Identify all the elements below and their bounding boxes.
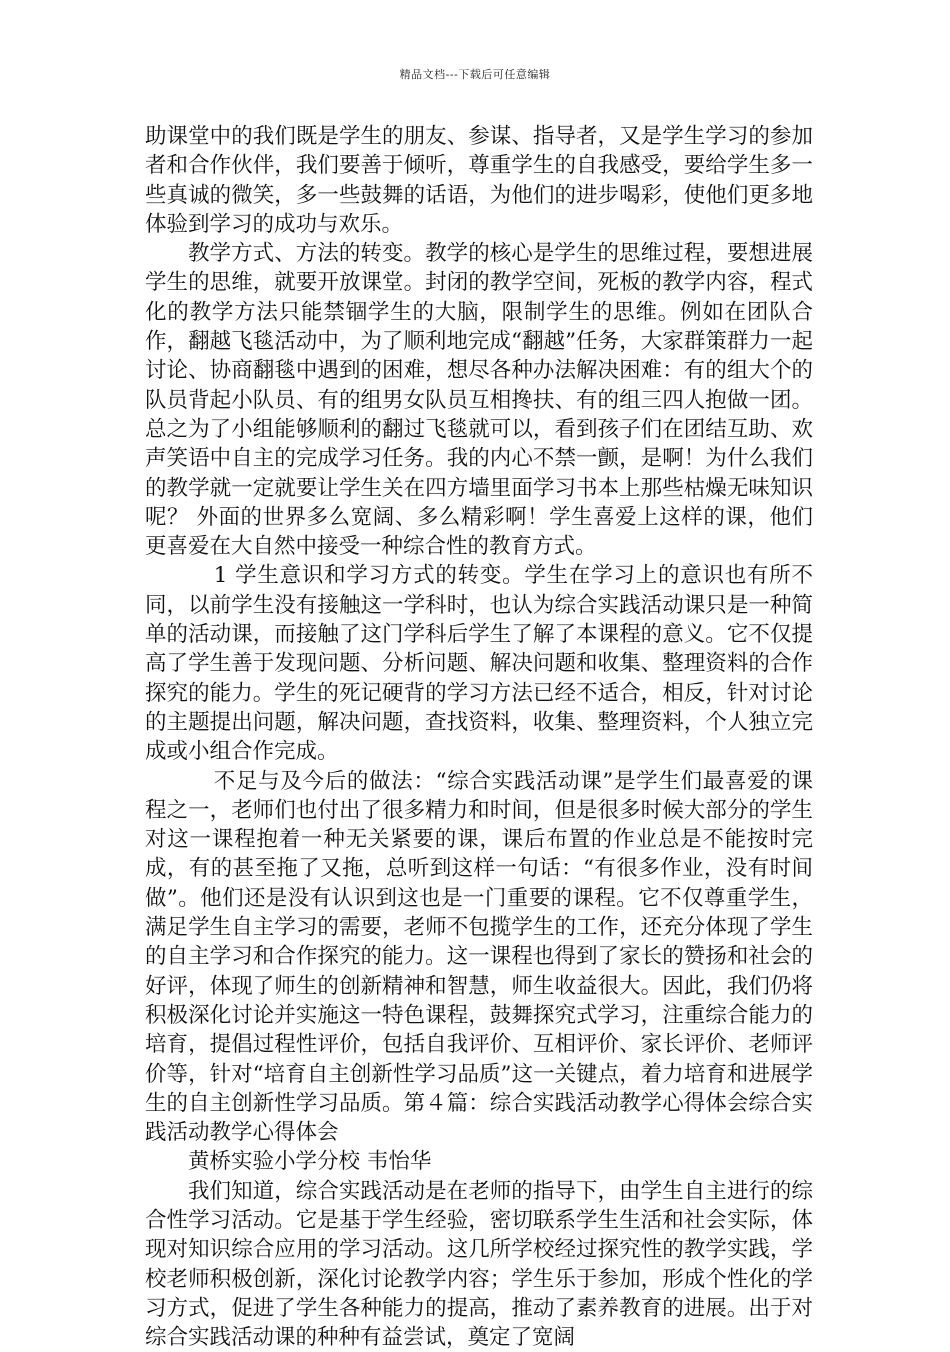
- paragraph-1: 助课堂中的我们既是学生的朋友、参谋、指导者，又是学生学习的参加者和合作伙伴，我们要善于倾听，尊重学生的自我感受，要给学生多一些真诚的微笑，多一些鼓舞的话语，为他们的进步喝彩，使他们更多地体验到学习的成功与欢乐。: [145, 124, 813, 237]
- author-line: 黄桥实验小学分校 韦怡华: [188, 1149, 432, 1175]
- paragraph-2: 教学方式、方法的转变。教学的核心是学生的思维过程，要想进展学生的思维，就要开放课堂。封闭的教学空间，死板的教学内容，程式化的教学方法只能禁锢学生的大脑，限制学生的思维。例如在团队合作，翻越飞毯活动中，为了顺利地完成“翻越”任务，大家群策群力一起讨论、协商翻毯中遇到的困难，想尽各种办法解决困难：有的组大个的队员背起小队员、有的组男女队员互相搀扶、有的组三四人抱做一团。总之为了小组能够顺利的翻过飞毯就可以，看到孩子们在团结互助、欢声笑语中自主的完成学习任务。我的内心不禁一颤，是啊！为什么我们的教学就一定就要让学生关在四方墙里面学习书本上那些枯燥无味知识呢？ 外面的世界多么宽阔、多么精彩啊！学生喜爱上这样的课，他们更喜爱在大自然中接受一种综合性的教育方式。: [145, 241, 813, 560]
- paragraph-5: 我们知道，综合实践活动是在老师的指导下，由学生自主进行的综合性学习活动。它是基于学生经验，密切联系学生生活和社会实际，体现对知识综合应用的学习活动。这几所学校经过探究性的教学实践，学校老师积极创新，深化讨论教学内容；学生乐于参加，形成个性化的学习方式，促进了学生各种能力的提高，推动了素养教育的进展。出于对综合实践活动课的种种有益尝试，奠定了宽阔: [145, 1178, 813, 1351]
- paragraph-4: 不足与及今后的做法：“综合实践活动课”是学生们最喜爱的课程之一，老师们也付出了很多精力和时间，但是很多时候大部分的学生对这一课程抱着一种无关紧要的课，课后布置的作业总是不能按时完成，有的甚至拖了又拖，总听到这样一句话：“有很多作业，没有时间做”。他们还是没有认识到这也是一门重要的课程。它不仅尊重学生，满足学生自主学习的需要，老师不包揽学生的工作，还充分体现了学生的自主学习和合作探究的能力。这一课程也得到了家长的赞扬和社会的好评，体现了师生的创新精神和智慧，师生收益很大。因此，我们仍将积极深化讨论并实施这一特色课程，鼓舞探究式学习，注重综合能力的培育，提倡过程性评价，包括自我评价、互相评价、家长评价、老师评价等，针对“培育自主创新性学习品质”这一关键点，着力培育和进展学生的自主创新性学习品质。第４篇：综合实践活动教学心得体会综合实践活动教学心得体会: [145, 768, 813, 1146]
- paragraph-3: 1 学生意识和学习方式的转变。学生在学习上的意识也有所不同，以前学生没有接触这一学科时，也认为综合实践活动课只是一种简单的活动课，而接触了这门学科后学生了解了本课程的意义。它不仅提高了学生善于发现问题、分析问题、解决问题和收集、整理资料的合作探究的能力。学生的死记硬背的学习方法已经不适合，相反，针对讨论的主题提出问题，解决问题，查找资料，收集、整理资料，个人独立完成或小组合作完成。: [145, 563, 813, 765]
- page-header: 精品文档---下载后可任意编辑: [399, 68, 551, 81]
- document-body: [145, 122, 813, 1352]
